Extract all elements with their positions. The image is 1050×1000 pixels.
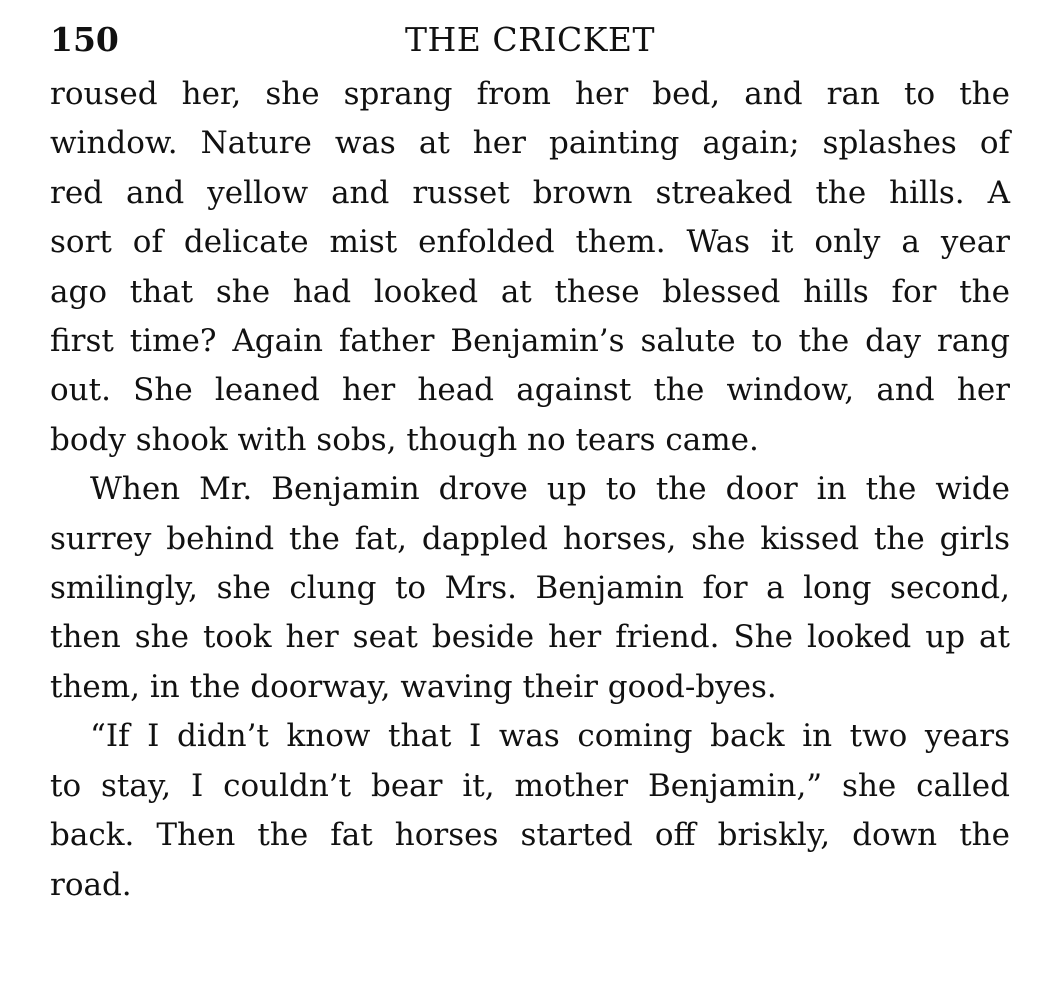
text-line: body shook with sobs, though no tears came.: [50, 421, 759, 458]
text-line: out. She leaned her head against the window, and her: [50, 372, 1010, 409]
text-line: roused her, she sprang from her bed, and ran to the: [50, 76, 1010, 112]
book-page: [50, 20, 1010, 910]
text-line: ago that she had looked at these blessed hills for the: [50, 273, 1010, 310]
text-line: “If I didn’t know that I was coming back in two years: [90, 718, 1010, 755]
text-line: first time? Again father Benjamin’s salute to the day rang: [50, 323, 1010, 360]
running-title: THE CRICKET: [404, 20, 655, 59]
text-line: then she took her seat beside her friend. She looked up at: [50, 619, 1010, 656]
text-line: to stay, I couldn’t bear it, mother Benjamin,” she called: [50, 767, 1010, 804]
paragraph: [50, 712, 1010, 910]
text-line: back. Then the fat horses started off briskly, down the: [50, 817, 1010, 854]
text-line: road.: [50, 866, 132, 903]
body-text: [50, 70, 1010, 910]
text-line: red and yellow and russet brown streaked the hills. A: [50, 174, 1010, 211]
running-head: [50, 20, 1010, 70]
paragraph: [50, 465, 1010, 712]
page-number: 150: [50, 20, 119, 59]
text-line: them, in the doorway, waving their good-byes.: [50, 668, 777, 705]
text-line: window. Nature was at her painting again; splashes of: [50, 125, 1010, 162]
text-line: When Mr. Benjamin drove up to the door in the wide: [90, 471, 1010, 508]
paragraph: [50, 70, 1010, 465]
text-line: sort of delicate mist enfolded them. Was it only a year: [50, 224, 1010, 261]
text-line: surrey behind the fat, dappled horses, she kissed the girls: [50, 520, 1010, 557]
text-line: smilingly, she clung to Mrs. Benjamin for a long second,: [50, 570, 1010, 607]
